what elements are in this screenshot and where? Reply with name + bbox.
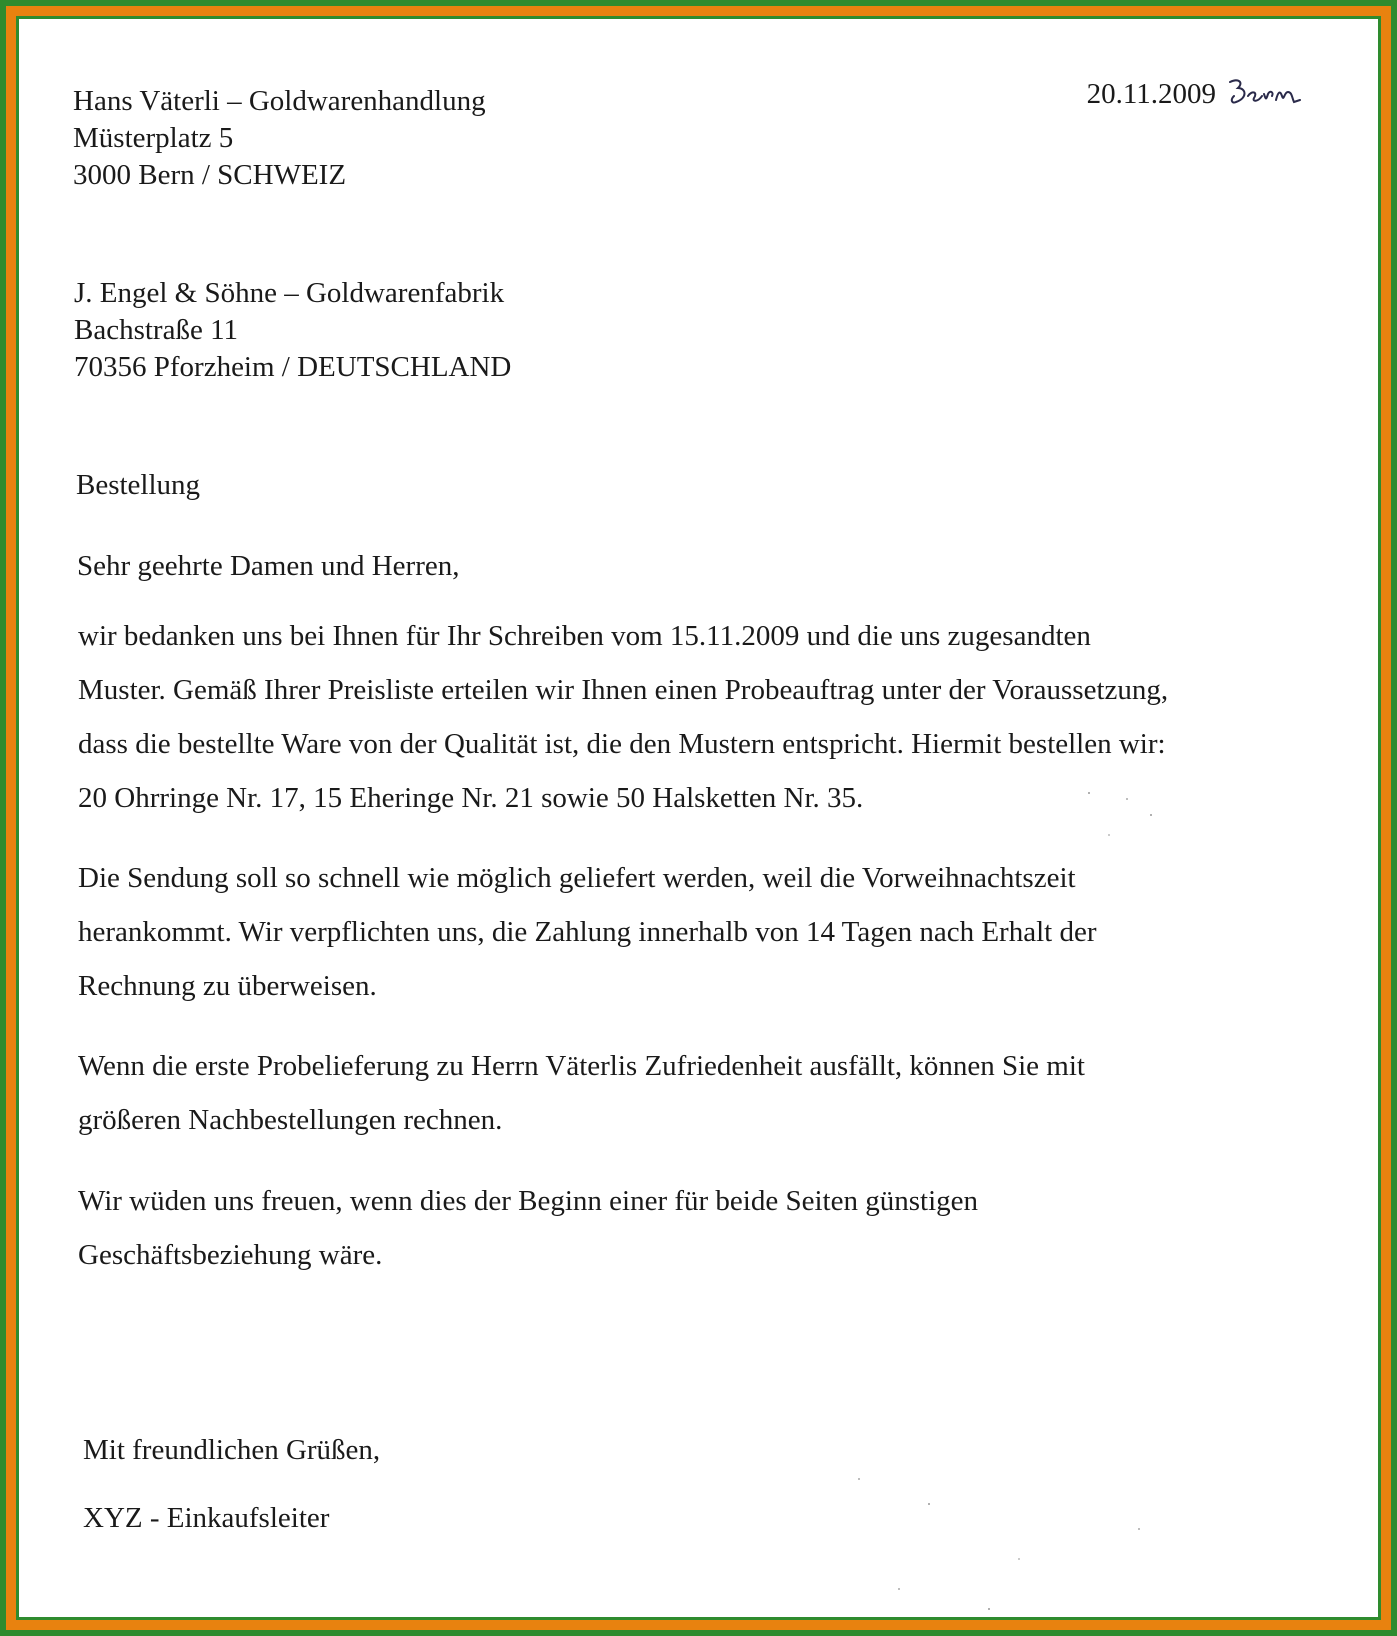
paragraph-line: Die Sendung soll so schnell wie möglich geliefert werden, weil die Vorweihnachtszeit [78,862,1076,894]
signer: XYZ - Einkaufsleiter [83,1502,330,1534]
date-line [1087,74,1302,114]
paragraph-line: dass die bestellte Ware von der Qualität ist, die den Mustern entspricht. Hiermit bestellen wir: [78,728,1166,760]
paragraph-line: wir bedanken uns bei Ihnen für Ihr Schreiben vom 15.11.2009 und die uns zugesandten [78,620,1091,652]
paragraph-line: größeren Nachbestellungen rechnen. [78,1104,503,1136]
paragraph-line: Muster. Gemäß Ihrer Preisliste erteilen wir Ihnen einen Probeauftrag unter der Voraussetzung, [78,674,1169,706]
salutation: Sehr geehrte Damen und Herren, [77,550,460,582]
subject-line: Bestellung [76,469,201,501]
paragraph-delivery [78,851,1278,1013]
paragraph-line: Wir wüden uns freuen, wenn dies der Beginn einer für beide Seiten günstigen [78,1185,978,1217]
scan-specks [839,1469,1199,1619]
sender-city: 3000 Bern / SCHWEIZ [73,159,347,191]
sender-address [73,83,486,194]
handwritten-bern [1226,74,1302,114]
recipient-city: 70356 Pforzheim / DEUTSCHLAND [74,351,512,383]
scan-specks [1069,785,1169,855]
paragraph-line: 20 Ohrringe Nr. 17, 15 Eheringe Nr. 21 sowie 50 Halsketten Nr. 35. [78,782,864,814]
sender-street: Müsterplatz 5 [73,122,234,154]
paragraph-line: Rechnung zu überweisen. [78,970,377,1002]
recipient-name: J. Engel & Söhne – Goldwarenfabrik [74,277,505,309]
closing: Mit freundlichen Grüßen, [83,1434,381,1466]
paragraph-followup [78,1039,1278,1147]
paragraph-line: herankommt. Wir verpflichten uns, die Zahlung innerhalb von 14 Tagen nach Erhalt der [78,916,1097,948]
recipient-address [74,275,511,386]
letter-page [19,19,1378,1617]
recipient-street: Bachstraße 11 [74,314,239,346]
paragraph-line: Geschäftsbeziehung wäre. [78,1239,383,1271]
sender-name: Hans Väterli – Goldwarenhandlung [73,85,486,117]
paragraph-line: Wenn die erste Probelieferung zu Herrn Väterlis Zufriedenheit ausfällt, können Sie mit [78,1050,1085,1082]
paragraph-relationship [78,1174,1278,1282]
letter-date: 20.11.2009 [1086,77,1216,110]
